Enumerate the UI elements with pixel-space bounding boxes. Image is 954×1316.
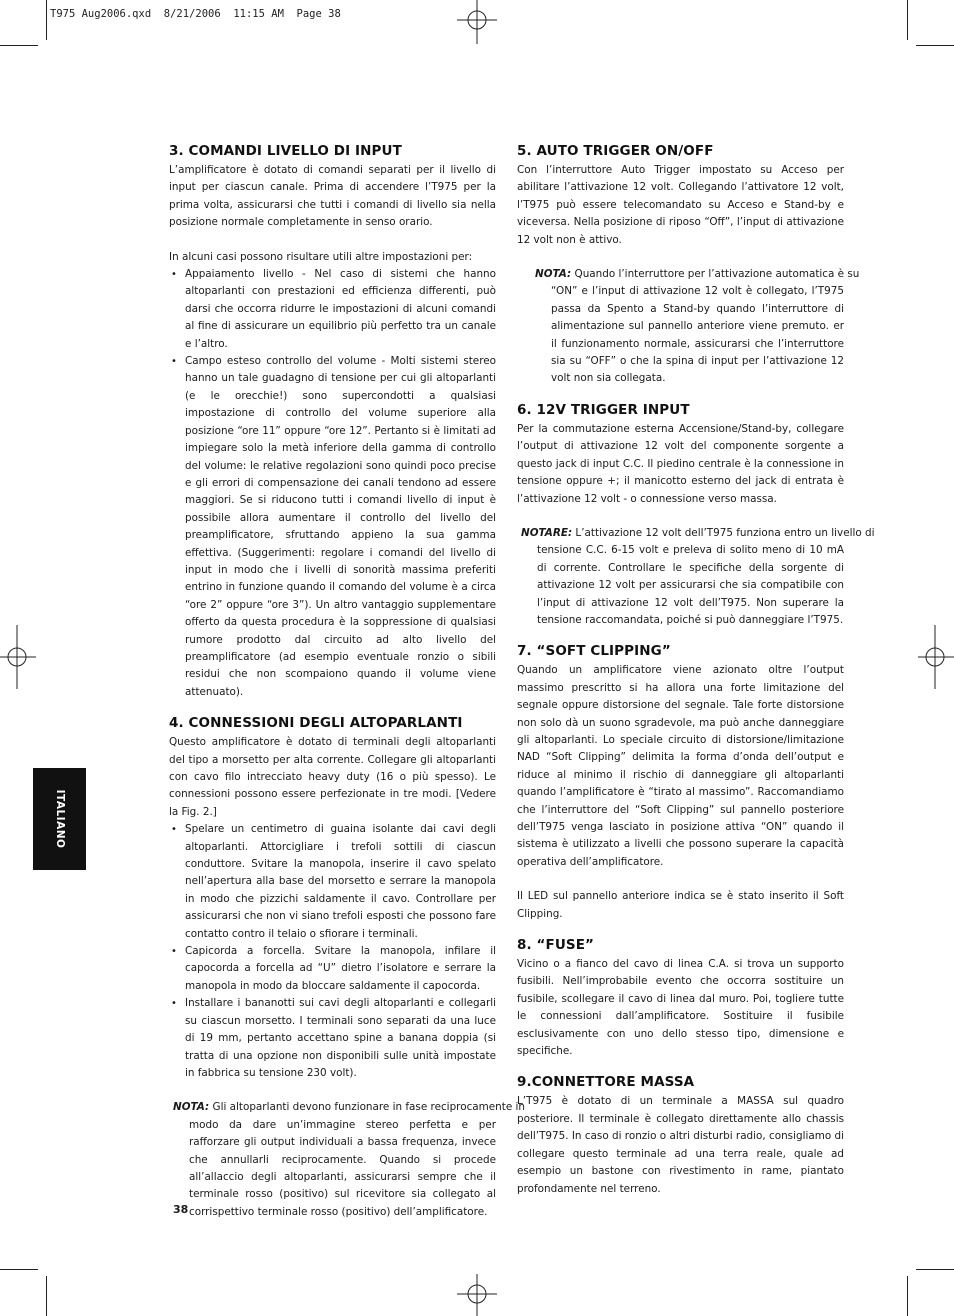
note-text: Quando l’interruttore per l’attivazione automatica è su <box>574 268 860 281</box>
note-label: NOTA: <box>535 268 572 281</box>
note-text: L’attivazione 12 volt dell’T975 funziona entro un livello di <box>575 526 875 539</box>
page-number: 38 <box>173 1203 189 1216</box>
paragraph: Per la commutazione esterna Accensione/Stand-by, collegare l’output di attivazione 12 volt del componente sorgente a questo jack di input C.C. Il piedino centrale è la connessione in tensione oppure +; il manicotto esterno del jack di entrata è l’attivazione 12 volt - o connessione verso massa. <box>517 422 844 505</box>
list-item: • Spelare un centimetro di guaina isolante dai cavi degli altoparlanti. Attorcigliare i trefoli sottili di ciascun conduttore. Svitare la manopola, inserire il cavo spelato nell’apertura alla base del morsetto e serrare la manopola in modo che pizzichi saldamente il cavo. Controllare per assicurarsi che non vi siano trefoli esposti che possono fare contatto contro il telaio o sfiorare i terminali. <box>169 821 496 943</box>
paragraph: Questo amplificatore è dotato di terminali degli altoparlanti del tipo a morsetto per alta corrente. Collegare gli altoparlanti con cavo filo intrecciato heavy duty (16 o più spesso). Le connessioni possono essere perfezionate in tre modi. [Vedere la Fig. 2.] <box>169 736 496 818</box>
section-title: 8. “FUSE” <box>517 937 594 954</box>
section-title: 4. CONNESSIONI DEGLI ALTOPARLANTI <box>169 715 463 732</box>
list-item: • Installare i bananotti sui cavi degli altoparlanti e collegarli su ciascun morsetto. I terminali sono separati da una luce di 19 mm, pertanto accettano spine a banana doppia (si tratta di una opzione non disponibili sulle unità impostate in fabbrica su tensione 230 volt). <box>169 995 496 1082</box>
left-column <box>169 143 525 1221</box>
note-first-line <box>173 1099 525 1116</box>
section-title: 9.CONNETTORE MASSA <box>517 1074 695 1091</box>
section-title: 5. AUTO TRIGGER ON/OFF <box>517 143 714 159</box>
registration-mark-icon <box>0 625 36 689</box>
crop-mark <box>907 1276 908 1316</box>
note-first-line <box>535 266 860 283</box>
list-item: • Campo esteso controllo del volume - Molti sistemi stereo hanno un tale guadagno di tensione per cui gli altoparlanti (e le orecchie!) sono supercondotti a qualsiasi impostazione di controllo del volume superiore alla posizione “ore 11” oppure “ore 12”. Pertanto si è limitati ad impiegare solo la metà inferiore della gamma di controllo del volume: le relative regolazioni sono quindi poco precise e gli errori di compensazione dei canali tendono ad essere maggiori. Se si riducono tutti i comandi livello di input è possibile allora aumentare il controllo del livello del preamplificatore, sfruttando appieno la sua gamma effettiva. (Suggerimenti: regolare i comandi del livello di input in modo che i livelli di sonorità massima preferiti entrino in funzione quando il comando del volume è a circa “ore 2” oppure “ore 3”). Un altro vantaggio supplementare offerto da questa procedura è la soppressione di qualsiasi rumore prodotto dal circuito ad alto livello del preamplificatore (ad esempio eventuale ronzio o sibili residui che non scompaiono quando il volume viene attenuato). <box>169 353 496 701</box>
note-text: Gli altoparlanti devono funzionare in fase reciprocamente in <box>212 1101 525 1114</box>
paragraph: Vicino o a fianco del cavo di linea C.A. si trova un supporto fusibili. Nell’improbabile evento che occorra sostituire un fusibile, scollegare il cavo di linea dal muro. Poi, togliere tutte le connessioni dall’amplificatore. Sostituire il fusibile esclusivamente con uno dello stesso tipo, dimensione e specifiche. <box>517 958 844 1058</box>
paragraph: Con l’interruttore Auto Trigger impostato su Acceso per abilitare l’attivazione 12 volt. Collegando l’attivatore 12 volt, l’T975 può essere telecomandato su Acceso e Stand-by e viceversa. Nella posizione di riposo “Off”, l’input di attivazione 12 volt non è attivo. <box>517 164 844 246</box>
crop-mark <box>46 1276 47 1316</box>
note-text: tensione C.C. 6-15 volt e preleva di solito meno di 10 mA di corrente. Controllare le specifiche della sorgente di attivazione 12 volt per assicurarsi che sia compatibile con l’input di attivazione 12 volt dell’T975. Non superare la tensione raccomandata, poiché si può danneggiare l’T975. <box>537 544 844 626</box>
note-block <box>521 525 875 629</box>
section-title: 6. 12V TRIGGER INPUT <box>517 401 690 418</box>
section-title: 7. “SOFT CLIPPING” <box>517 643 671 660</box>
bullet-list <box>169 821 496 1082</box>
print-slug: T975 Aug2006.qxd 8/21/2006 11:15 AM Page 38 <box>50 8 341 20</box>
note-text: “ON” e l’input di attivazione 12 volt è collegato, l’T975 passa da Spento a Stand-by quando l’interruttore di alimentazione sul pannello anteriore viene premuto. er il funzionamento normale, assicurarsi che l’interruttore sia su “OFF” o che la spina di input per l’attivazione 12 volt non sia collegata. <box>551 285 844 385</box>
note-block <box>535 266 860 388</box>
note-label: NOTARE: <box>521 526 573 539</box>
right-column <box>517 143 875 1198</box>
crop-mark <box>916 45 954 46</box>
crop-mark <box>0 45 38 46</box>
note-text: modo da dare un’immagine stereo perfetta e per rafforzare gli output individuali a bassa frequenza, invece che annullarli reciprocamente. Quando si procede all’allaccio degli altoparlanti, assicurarsi sempre che il terminale rosso (positivo) sul ricevitore sia collegato al corrispettivo terminale rosso (positivo) dell’amplificatore. <box>189 1118 496 1218</box>
paragraph: L’amplificatore è dotato di comandi separati per il livello di input per ciascun canale. Prima di accendere l’T975 per la prima volta, assicurarsi che tutti i comandi di livello sia nella posizione normale completamente in senso orario. <box>169 164 496 229</box>
note-label: NOTA: <box>173 1101 210 1114</box>
note-block <box>173 1099 525 1221</box>
list-item: • Appaiamento livello - Nel caso di sistemi che hanno altoparlanti con prestazioni ed efficienza differenti, può darsi che occorra ridurre le impostazioni di alcuni comandi al fine di assicurare un equilibrio più perfetto tra un canale e l’altro. <box>169 266 496 353</box>
language-tab <box>33 768 86 870</box>
crop-mark <box>46 0 47 40</box>
language-tab-label: ITALIANO <box>53 789 66 849</box>
paragraph: L’T975 è dotato di un terminale a MASSA sul quadro posteriore. Il terminale è collegato direttamente allo chassis dell’T975. In caso di ronzio o altri disturbi radio, consigliamo di collegare questo terminale ad una terra reale, quale ad esempio un bastone con rivestimento in rame, piantato profondamente nel terreno. <box>517 1095 844 1195</box>
registration-mark-icon <box>455 1274 499 1316</box>
paragraph: Il LED sul pannello anteriore indica se è stato inserito il Soft Clipping. <box>517 890 844 920</box>
crop-mark <box>907 0 908 40</box>
paragraph: In alcuni casi possono risultare utili altre impostazioni per: <box>169 250 473 263</box>
bullet-list <box>169 266 496 701</box>
registration-mark-icon <box>918 625 954 689</box>
registration-mark-icon <box>455 0 499 44</box>
note-first-line <box>521 525 875 542</box>
paragraph: Quando un amplificatore viene azionato oltre l’output massimo prescritto si ha allora una forte limitazione del segnale oppure distorsione del segnale. Tale forte distorsione non solo dà un suono sgradevole, ma può anche danneggiare gli altoparlanti. Lo speciale circuito di distorsione/limitazione NAD “Soft Clipping” delimita la forma d’onda dell’output e riduce al minimo il rischio di danneggiare gli altoparlanti quando l’amplificatore è “tirato al massimo”. Raccomandiamo che l’interruttore del “Soft Clipping” sul pannello posteriore dell’T975 venga lasciato in posizione attiva “ON” quando il sistema è utilizzato a livelli che possono superare la capacità operativa dell’amplificatore. <box>517 664 844 868</box>
list-item: • Capicorda a forcella. Svitare la manopola, infilare il capocorda a forcella ad “U” dietro l’isolatore e serrare la manopola in modo da bloccare saldamente il capocorda. <box>169 943 496 995</box>
crop-mark <box>0 1269 38 1270</box>
crop-mark <box>916 1269 954 1270</box>
section-title: 3. COMANDI LIVELLO DI INPUT <box>169 143 402 159</box>
